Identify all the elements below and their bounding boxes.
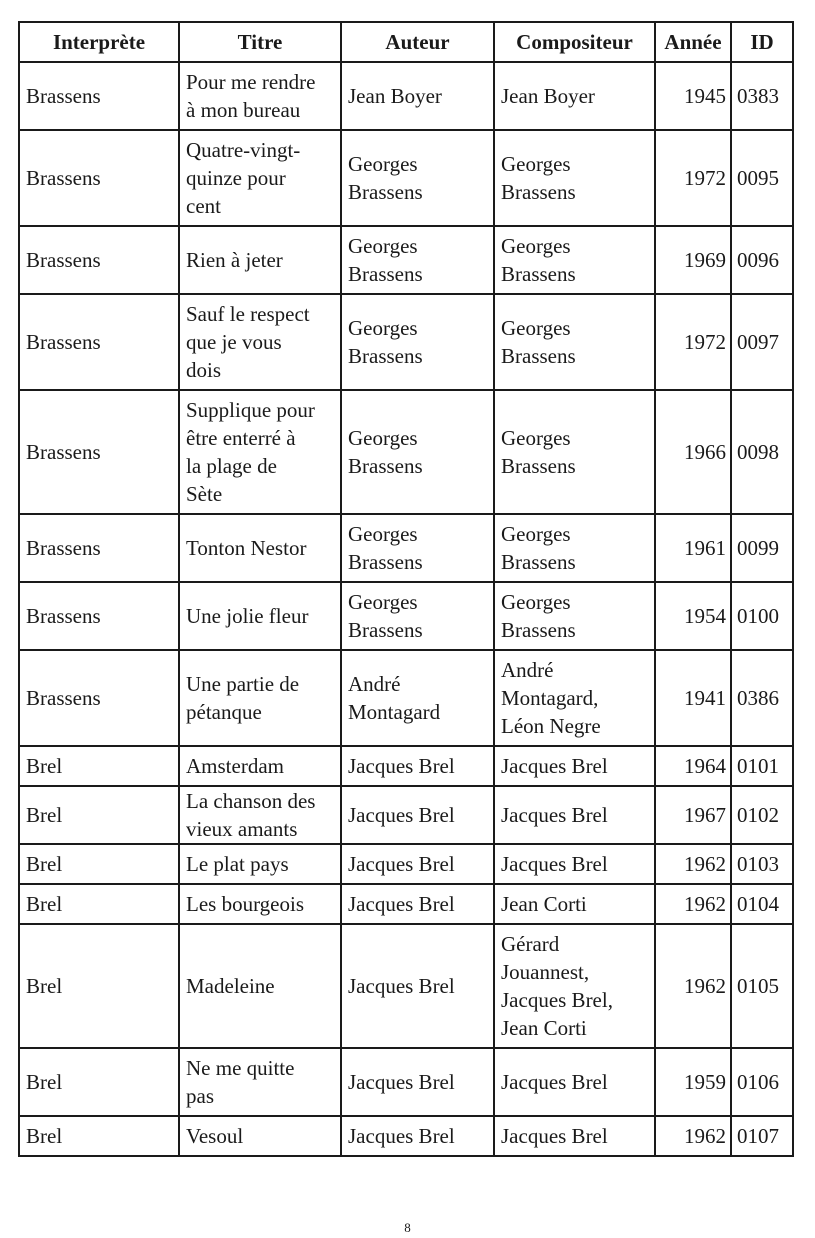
cell-line: Brassens <box>348 618 423 642</box>
cell-line: Les bourgeois <box>186 892 305 916</box>
cell-compositeur <box>494 582 655 650</box>
cell-line: cent <box>186 194 221 218</box>
cell-auteur <box>341 294 494 390</box>
cell-titre <box>179 390 341 514</box>
cell-id: 0095 <box>731 130 793 226</box>
cell-line: Georges <box>348 522 418 546</box>
cell-line: Quatre-vingt- <box>186 138 301 162</box>
cell-interprete: Brassens <box>19 514 179 582</box>
cell-line: Jouannest, <box>501 960 590 984</box>
cell-annee: 1962 <box>655 924 731 1048</box>
cell-titre <box>179 746 341 786</box>
cell-line: que je vous <box>186 330 282 354</box>
cell-line: Brassens <box>501 262 576 286</box>
cell-line: Georges <box>501 316 571 340</box>
cell-line: Ne me quitte <box>186 1056 295 1080</box>
cell-auteur <box>341 582 494 650</box>
cell-compositeur <box>494 1048 655 1116</box>
cell-line: Jean Boyer <box>501 84 595 108</box>
table-row <box>19 650 793 746</box>
cell-interprete: Brel <box>19 844 179 884</box>
cell-id: 0386 <box>731 650 793 746</box>
cell-auteur <box>341 514 494 582</box>
cell-compositeur <box>494 746 655 786</box>
cell-line: Jean Corti <box>501 892 587 916</box>
cell-line: être enterré à <box>186 426 296 450</box>
cell-line: Jean Boyer <box>348 84 442 108</box>
cell-interprete: Brassens <box>19 390 179 514</box>
cell-interprete: Brassens <box>19 226 179 294</box>
cell-interprete: Brel <box>19 1048 179 1116</box>
cell-line: Georges <box>501 522 571 546</box>
cell-interprete: Brassens <box>19 650 179 746</box>
cell-line: Brassens <box>501 454 576 478</box>
cell-titre <box>179 62 341 130</box>
cell-titre <box>179 130 341 226</box>
cell-annee: 1972 <box>655 130 731 226</box>
table-body <box>19 62 793 1156</box>
cell-auteur <box>341 1048 494 1116</box>
cell-line: Jean Corti <box>501 1016 587 1040</box>
cell-line: Madeleine <box>186 974 275 998</box>
cell-line: dois <box>186 358 222 382</box>
cell-line: Gérard <box>501 932 560 956</box>
cell-compositeur <box>494 650 655 746</box>
header-titre: Titre <box>179 22 341 62</box>
cell-compositeur <box>494 884 655 924</box>
cell-line: quinze pour <box>186 166 286 190</box>
table-row <box>19 62 793 130</box>
cell-line: Léon Negre <box>501 714 601 738</box>
cell-line: la plage de <box>186 454 277 478</box>
cell-line: Jacques Brel <box>348 1124 455 1148</box>
cell-annee: 1967 <box>655 786 731 844</box>
table-row <box>19 390 793 514</box>
cell-id: 0098 <box>731 390 793 514</box>
cell-line: Georges <box>348 234 418 258</box>
cell-titre <box>179 582 341 650</box>
cell-annee: 1966 <box>655 390 731 514</box>
cell-line: Jacques Brel <box>348 852 455 876</box>
cell-line: Pour me rendre <box>186 70 316 94</box>
cell-line: Brassens <box>501 344 576 368</box>
cell-line: Sauf le respect <box>186 302 310 326</box>
cell-line: Vesoul <box>186 1124 244 1148</box>
cell-interprete: Brel <box>19 786 179 844</box>
cell-line: Brassens <box>348 180 423 204</box>
table-row <box>19 844 793 884</box>
cell-annee: 1962 <box>655 1116 731 1156</box>
cell-id: 0105 <box>731 924 793 1048</box>
cell-line: Une jolie fleur <box>186 604 309 628</box>
cell-compositeur <box>494 130 655 226</box>
cell-auteur <box>341 62 494 130</box>
cell-line: Montagard, <box>501 686 599 710</box>
cell-line: Jacques Brel <box>501 1070 608 1094</box>
cell-titre <box>179 1048 341 1116</box>
table-row <box>19 294 793 390</box>
cell-line: Sète <box>186 482 223 506</box>
cell-line: Jacques Brel <box>501 852 608 876</box>
cell-line: Une partie de <box>186 672 300 696</box>
cell-interprete: Brassens <box>19 294 179 390</box>
cell-interprete: Brassens <box>19 130 179 226</box>
table-row <box>19 582 793 650</box>
cell-interprete: Brel <box>19 924 179 1048</box>
cell-line: pas <box>186 1084 214 1108</box>
cell-id: 0104 <box>731 884 793 924</box>
cell-annee: 1941 <box>655 650 731 746</box>
cell-auteur <box>341 786 494 844</box>
cell-line: Brassens <box>348 344 423 368</box>
page-number: 8 <box>404 1220 411 1235</box>
cell-titre <box>179 226 341 294</box>
cell-line: pétanque <box>186 700 262 724</box>
cell-line: Amsterdam <box>186 754 284 778</box>
cell-id: 0106 <box>731 1048 793 1116</box>
cell-line: Georges <box>348 590 418 614</box>
cell-id: 0096 <box>731 226 793 294</box>
table-row <box>19 746 793 786</box>
cell-id: 0383 <box>731 62 793 130</box>
cell-line: Jacques Brel <box>348 974 455 998</box>
cell-id: 0099 <box>731 514 793 582</box>
cell-titre <box>179 294 341 390</box>
cell-line: Brassens <box>501 550 576 574</box>
cell-auteur <box>341 390 494 514</box>
cell-auteur <box>341 650 494 746</box>
cell-auteur <box>341 844 494 884</box>
cell-id: 0101 <box>731 746 793 786</box>
cell-compositeur <box>494 786 655 844</box>
cell-line: Tonton Nestor <box>186 536 307 560</box>
cell-line: à mon bureau <box>186 98 301 122</box>
cell-annee: 1954 <box>655 582 731 650</box>
cell-compositeur <box>494 844 655 884</box>
header-annee: Année <box>655 22 731 62</box>
cell-auteur <box>341 1116 494 1156</box>
cell-auteur <box>341 884 494 924</box>
table-row <box>19 924 793 1048</box>
cell-line: Jacques Brel <box>348 892 455 916</box>
cell-line: Rien à jeter <box>186 248 283 272</box>
cell-line: Brassens <box>501 618 576 642</box>
cell-line: La chanson des <box>186 789 316 813</box>
cell-titre <box>179 650 341 746</box>
cell-interprete: Brassens <box>19 62 179 130</box>
cell-line: Jacques Brel <box>501 754 608 778</box>
table-row <box>19 514 793 582</box>
table-row <box>19 130 793 226</box>
cell-auteur <box>341 130 494 226</box>
cell-line: André <box>348 672 401 696</box>
cell-line: Georges <box>348 426 418 450</box>
cell-line: Brassens <box>348 454 423 478</box>
cell-annee: 1945 <box>655 62 731 130</box>
cell-id: 0107 <box>731 1116 793 1156</box>
cell-line: Jacques Brel <box>501 1124 608 1148</box>
header-id: ID <box>731 22 793 62</box>
cell-line: Jacques Brel <box>501 803 608 827</box>
cell-line: André <box>501 658 554 682</box>
header-compositeur: Compositeur <box>494 22 655 62</box>
cell-titre <box>179 1116 341 1156</box>
cell-interprete: Brel <box>19 1116 179 1156</box>
cell-id: 0102 <box>731 786 793 844</box>
cell-line: Supplique pour <box>186 398 315 422</box>
cell-id: 0097 <box>731 294 793 390</box>
cell-line: Brassens <box>348 550 423 574</box>
cell-compositeur <box>494 62 655 130</box>
cell-annee: 1962 <box>655 844 731 884</box>
header-row <box>19 22 793 62</box>
cell-compositeur <box>494 226 655 294</box>
cell-compositeur <box>494 1116 655 1156</box>
cell-titre <box>179 844 341 884</box>
cell-annee: 1969 <box>655 226 731 294</box>
cell-line: Jacques Brel <box>348 754 455 778</box>
cell-line: Le plat pays <box>186 852 289 876</box>
cell-interprete: Brel <box>19 746 179 786</box>
cell-line: Georges <box>501 426 571 450</box>
cell-annee: 1972 <box>655 294 731 390</box>
cell-titre <box>179 884 341 924</box>
cell-line: Georges <box>348 152 418 176</box>
cell-line: Brassens <box>348 262 423 286</box>
cell-titre <box>179 514 341 582</box>
cell-compositeur <box>494 514 655 582</box>
header-interprete: Interprète <box>19 22 179 62</box>
cell-line: Brassens <box>501 180 576 204</box>
cell-auteur <box>341 924 494 1048</box>
header-auteur: Auteur <box>341 22 494 62</box>
cell-line: Georges <box>348 316 418 340</box>
cell-line: Georges <box>501 590 571 614</box>
cell-id: 0100 <box>731 582 793 650</box>
cell-auteur <box>341 746 494 786</box>
cell-annee: 1959 <box>655 1048 731 1116</box>
cell-id: 0103 <box>731 844 793 884</box>
cell-line: Georges <box>501 152 571 176</box>
songs-table <box>18 21 794 1157</box>
cell-annee: 1962 <box>655 884 731 924</box>
cell-line: Jacques Brel, <box>501 988 613 1012</box>
cell-annee: 1964 <box>655 746 731 786</box>
cell-line: vieux amants <box>186 817 298 841</box>
cell-interprete: Brel <box>19 884 179 924</box>
cell-line: Jacques Brel <box>348 803 455 827</box>
cell-interprete: Brassens <box>19 582 179 650</box>
table-row <box>19 884 793 924</box>
cell-line: Georges <box>501 234 571 258</box>
table-row <box>19 1048 793 1116</box>
table-row <box>19 786 793 844</box>
cell-annee: 1961 <box>655 514 731 582</box>
cell-titre <box>179 786 341 844</box>
cell-compositeur <box>494 924 655 1048</box>
cell-line: Montagard <box>348 700 441 724</box>
table-row <box>19 226 793 294</box>
cell-line: Jacques Brel <box>348 1070 455 1094</box>
cell-compositeur <box>494 294 655 390</box>
cell-auteur <box>341 226 494 294</box>
table-row <box>19 1116 793 1156</box>
cell-titre <box>179 924 341 1048</box>
table-header <box>19 22 793 62</box>
cell-compositeur <box>494 390 655 514</box>
